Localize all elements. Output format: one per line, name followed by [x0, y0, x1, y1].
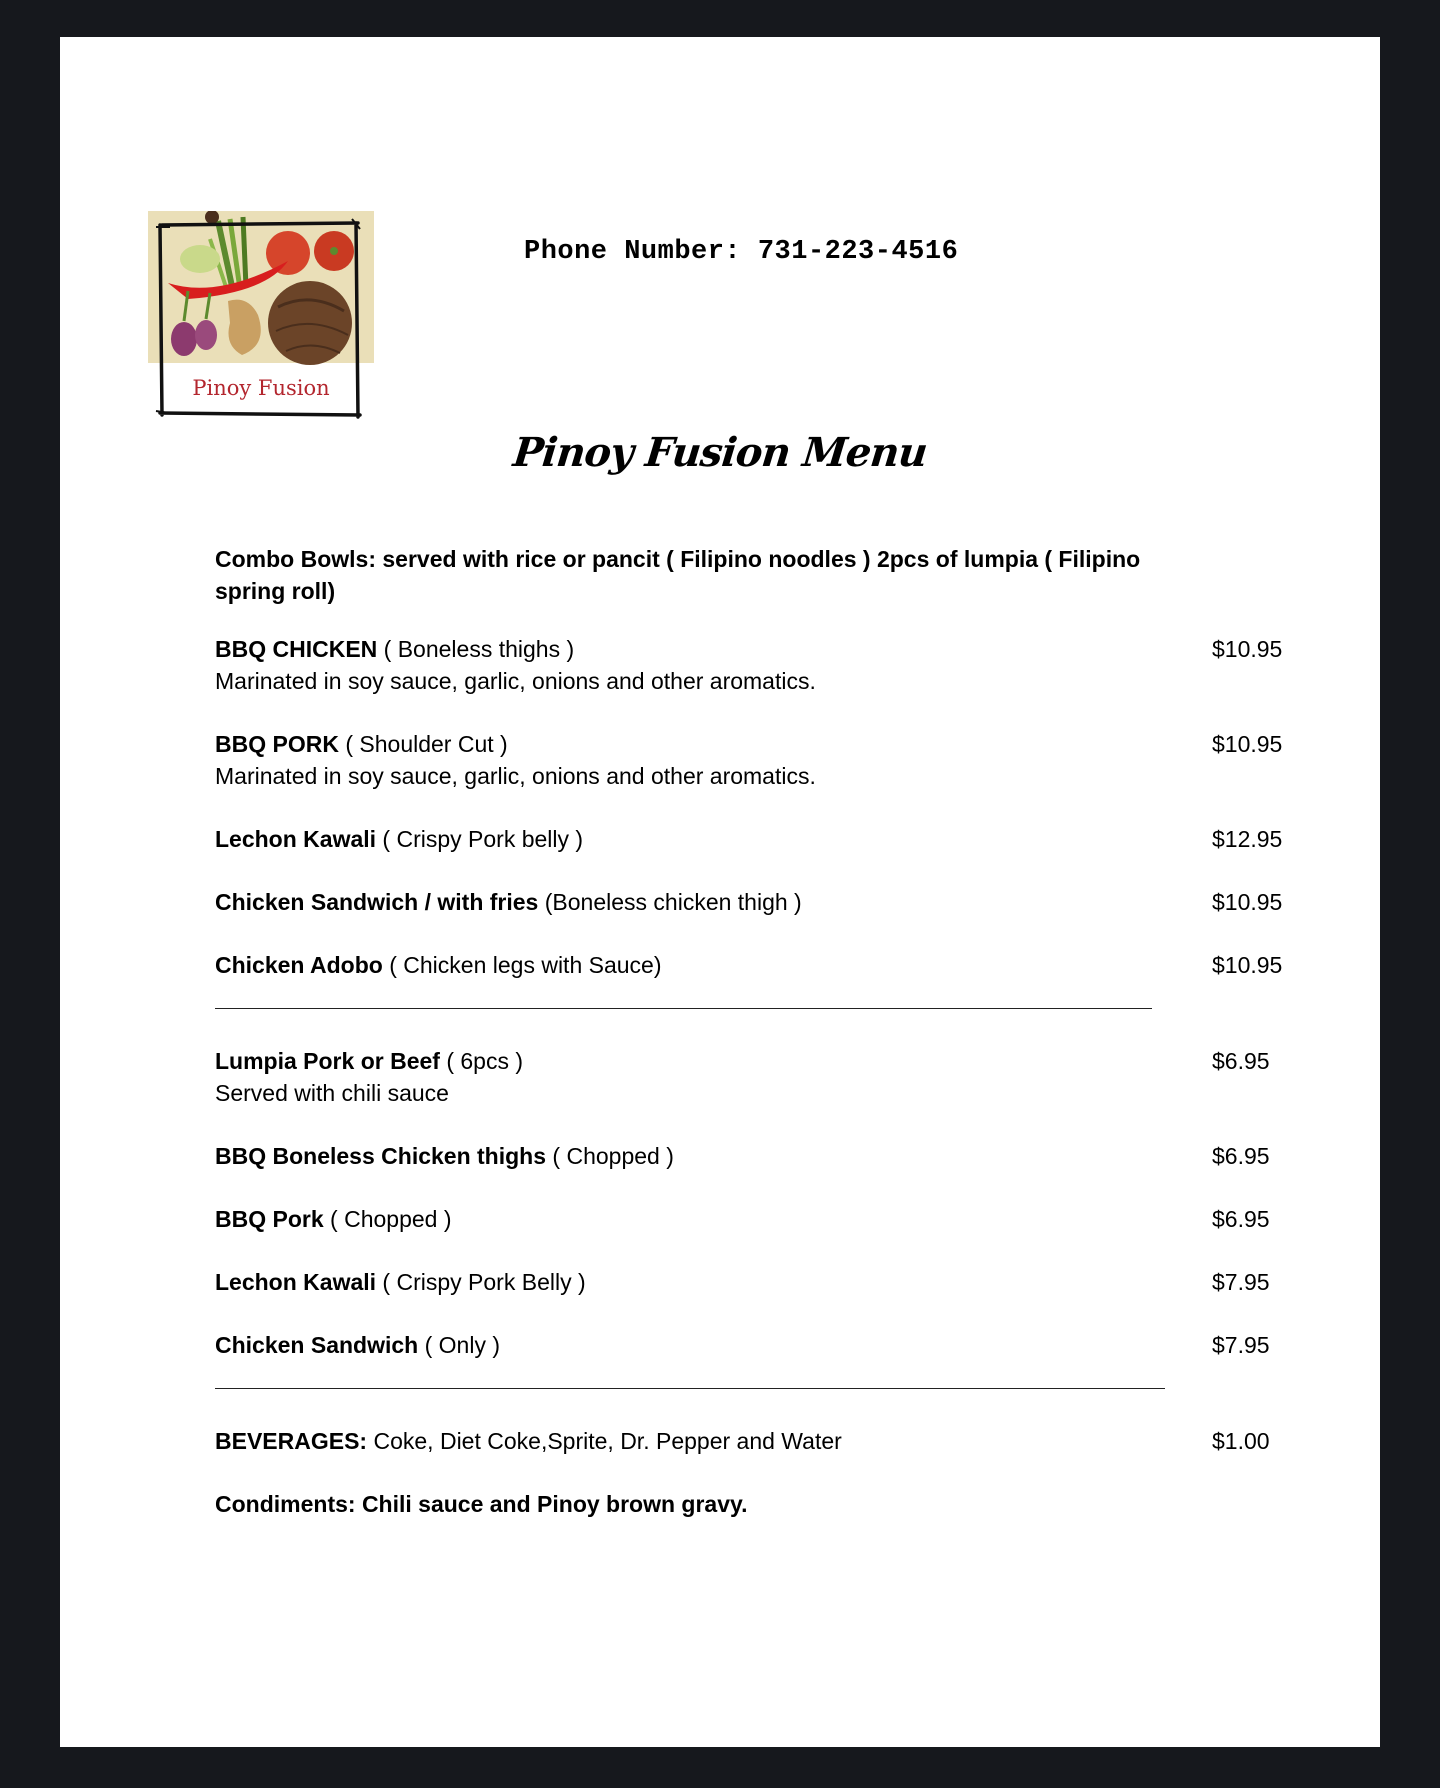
item-name: Chicken Sandwich: [215, 1332, 419, 1358]
item-name: BBQ Pork: [215, 1206, 324, 1232]
menu-content: [215, 543, 1285, 1520]
menu-item: [215, 949, 1285, 981]
item-detail: ( Only ): [418, 1332, 500, 1358]
phone-number: Phone Number: 731-223-4516: [524, 237, 959, 267]
item-price: $6.95: [1212, 1206, 1270, 1232]
item-detail: ( Chopped ): [546, 1143, 674, 1169]
item-price: $10.95: [1212, 731, 1283, 757]
item-description: Marinated in soy sauce, garlic, onions and other aromatics.: [215, 668, 816, 694]
item-name: Lechon Kawali: [215, 1269, 377, 1295]
item-detail: ( Chicken legs with Sauce): [382, 952, 662, 978]
page-title: Pinoy Fusion Menu: [510, 429, 930, 476]
item-detail: ( Shoulder Cut ): [338, 731, 508, 757]
item-detail: ( Crispy Pork Belly ): [376, 1269, 586, 1295]
pinoy-fusion-logo: [148, 211, 374, 423]
item-name: BBQ PORK: [215, 731, 339, 757]
item-detail: ( 6pcs ): [439, 1048, 524, 1074]
condiments-text: Condiments: Chili sauce and Pinoy brown gravy.: [215, 1491, 748, 1517]
item-name: Lechon Kawali: [215, 826, 377, 852]
beverages-price: $1.00: [1212, 1428, 1270, 1454]
item-name: BBQ CHICKEN: [215, 636, 378, 662]
menu-item: [215, 1140, 1285, 1172]
item-detail: ( Crispy Pork belly ): [376, 826, 584, 852]
item-name: Chicken Sandwich / with fries: [215, 889, 539, 915]
item-price: $6.95: [1212, 1048, 1270, 1074]
beverages-label: BEVERAGES:: [215, 1428, 368, 1454]
item-description: Served with chili sauce: [215, 1080, 449, 1106]
logo-text: Pinoy Fusion: [192, 376, 330, 400]
item-detail: ( Boneless thighs ): [377, 636, 575, 662]
combo-bowls-intro: [215, 543, 1215, 607]
beverages-row: [215, 1425, 1285, 1457]
item-price: $10.95: [1212, 889, 1283, 915]
menu-item: [215, 1266, 1285, 1298]
item-description: Marinated in soy sauce, garlic, onions and other aromatics.: [215, 763, 816, 789]
combo-bowls-text: : served with rice or pancit ( Filipino noodles ) 2pcs of lumpia ( Filipino spring roll): [215, 546, 1141, 604]
menu-page: [60, 37, 1380, 1747]
beverages-list: Coke, Diet Coke,Sprite, Dr. Pepper and Water: [367, 1428, 842, 1454]
menu-item: [215, 1045, 1285, 1109]
menu-item: [215, 1329, 1285, 1361]
section-divider: [215, 1388, 1165, 1389]
item-price: $7.95: [1212, 1269, 1270, 1295]
section-divider: [215, 1008, 1152, 1009]
combo-bowls-label: Combo Bowls: [215, 546, 369, 572]
menu-item: [215, 633, 1285, 697]
item-price: $10.95: [1212, 636, 1283, 662]
item-price: $6.95: [1212, 1143, 1270, 1169]
menu-item: [215, 823, 1285, 855]
item-detail: (Boneless chicken thigh ): [538, 889, 802, 915]
item-name: Lumpia Pork or Beef: [215, 1048, 440, 1074]
menu-item: [215, 1203, 1285, 1235]
item-name: Chicken Adobo: [215, 952, 383, 978]
item-price: $10.95: [1212, 952, 1283, 978]
menu-item: [215, 886, 1285, 918]
item-name: BBQ Boneless Chicken thighs: [215, 1143, 547, 1169]
item-price: $12.95: [1212, 826, 1283, 852]
menu-item: [215, 728, 1285, 792]
item-price: $7.95: [1212, 1332, 1270, 1358]
item-detail: ( Chopped ): [323, 1206, 452, 1232]
